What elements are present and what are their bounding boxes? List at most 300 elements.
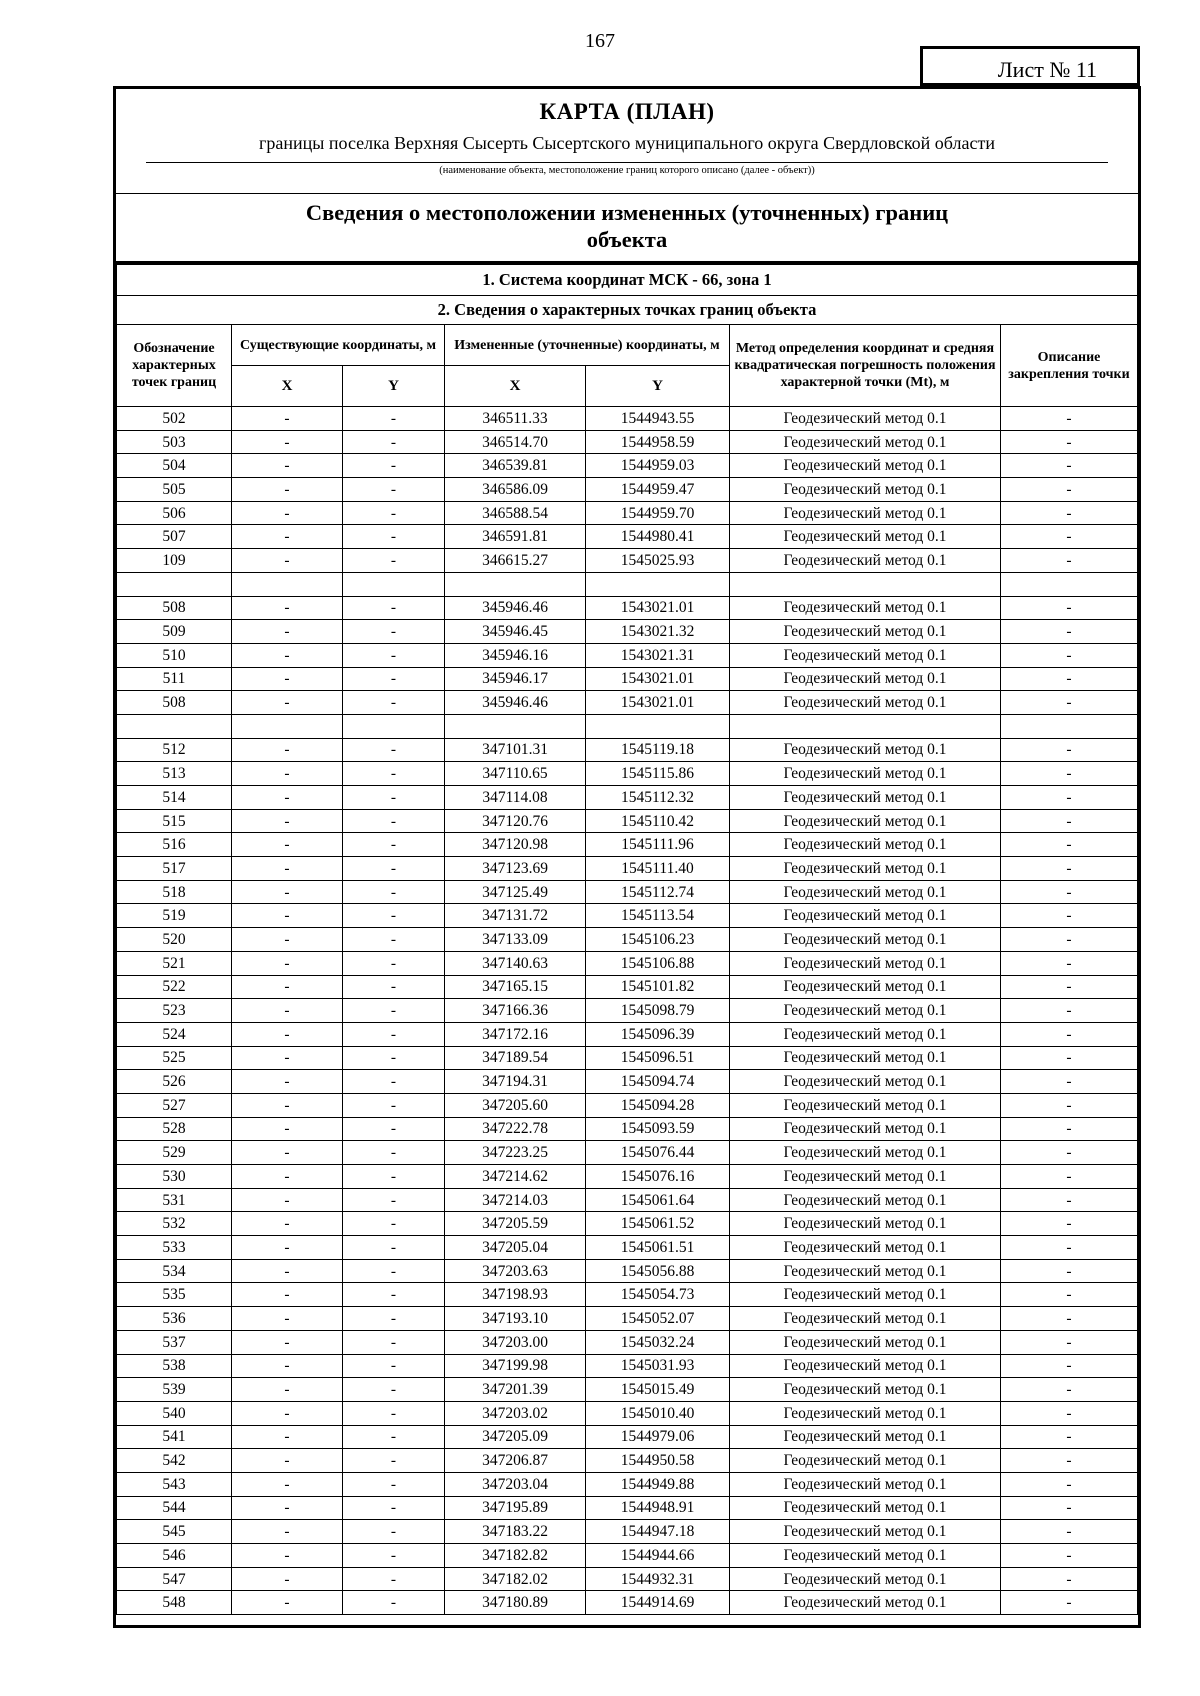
cell-existing-y: - xyxy=(343,1449,445,1473)
cell-description: - xyxy=(1001,1070,1138,1094)
cell-existing-y: - xyxy=(343,1544,445,1568)
cell-changed-y: 1545098.79 xyxy=(586,999,730,1023)
cell-existing-x xyxy=(232,572,343,596)
table-row xyxy=(117,643,1138,667)
cell-changed-x: 347203.63 xyxy=(445,1259,586,1283)
cell-point-name: 508 xyxy=(117,691,232,715)
cell-changed-y: 1545015.49 xyxy=(586,1378,730,1402)
cell-point-name: 515 xyxy=(117,809,232,833)
table-row xyxy=(117,1544,1138,1568)
cell-changed-x: 345946.17 xyxy=(445,667,586,691)
cell-method: Геодезический метод 0.1 xyxy=(730,1141,1001,1165)
cell-existing-x: - xyxy=(232,1141,343,1165)
table-row xyxy=(117,620,1138,644)
table-row xyxy=(117,454,1138,478)
cell-changed-y: 1545061.52 xyxy=(586,1212,730,1236)
cell-existing-y: - xyxy=(343,1141,445,1165)
cell-existing-x: - xyxy=(232,1544,343,1568)
cell-method: Геодезический метод 0.1 xyxy=(730,1117,1001,1141)
cell-existing-y: - xyxy=(343,1283,445,1307)
cell-method: Геодезический метод 0.1 xyxy=(730,762,1001,786)
cell-point-name: 529 xyxy=(117,1141,232,1165)
cell-existing-x: - xyxy=(232,738,343,762)
cell-existing-x: - xyxy=(232,857,343,881)
cell-point-name: 512 xyxy=(117,738,232,762)
cell-point-name: 502 xyxy=(117,407,232,431)
table-row xyxy=(117,1093,1138,1117)
cell-existing-y xyxy=(343,572,445,596)
cell-method: Геодезический метод 0.1 xyxy=(730,1070,1001,1094)
cell-point-name: 530 xyxy=(117,1165,232,1189)
cell-description: - xyxy=(1001,786,1138,810)
cell-changed-y: 1544959.47 xyxy=(586,478,730,502)
cell-changed-x: 347165.15 xyxy=(445,975,586,999)
cell-point-name: 517 xyxy=(117,857,232,881)
cell-existing-x: - xyxy=(232,999,343,1023)
cell-changed-y: 1545076.16 xyxy=(586,1165,730,1189)
cell-changed-x: 347189.54 xyxy=(445,1046,586,1070)
cell-description: - xyxy=(1001,1330,1138,1354)
document-subtitle: границы поселка Верхняя Сысерть Сысертского муниципального округа Свердловской области xyxy=(259,133,995,153)
cell-existing-y: - xyxy=(343,1472,445,1496)
table-row xyxy=(117,1165,1138,1189)
cell-method: Геодезический метод 0.1 xyxy=(730,1544,1001,1568)
cell-existing-x: - xyxy=(232,1472,343,1496)
cell-existing-x: - xyxy=(232,1165,343,1189)
cell-method: Геодезический метод 0.1 xyxy=(730,1307,1001,1331)
cell-method: Геодезический метод 0.1 xyxy=(730,738,1001,762)
cell-description: - xyxy=(1001,525,1138,549)
cell-changed-x: 347125.49 xyxy=(445,880,586,904)
cell-point-name: 535 xyxy=(117,1283,232,1307)
cell-changed-y: 1545106.88 xyxy=(586,951,730,975)
cell-existing-y: - xyxy=(343,951,445,975)
cell-changed-y: 1545111.96 xyxy=(586,833,730,857)
cell-point-name: 523 xyxy=(117,999,232,1023)
cell-changed-y: 1545056.88 xyxy=(586,1259,730,1283)
coordinates-table xyxy=(116,264,1138,1615)
cell-description: - xyxy=(1001,928,1138,952)
cell-existing-x: - xyxy=(232,1520,343,1544)
cell-changed-x xyxy=(445,572,586,596)
cell-method: Геодезический метод 0.1 xyxy=(730,1378,1001,1402)
cell-changed-y: 1543021.01 xyxy=(586,596,730,620)
table-row xyxy=(117,1046,1138,1070)
cell-method: Геодезический метод 0.1 xyxy=(730,407,1001,431)
cell-existing-x: - xyxy=(232,407,343,431)
cell-method xyxy=(730,714,1001,738)
cell-description: - xyxy=(1001,1283,1138,1307)
cell-method xyxy=(730,572,1001,596)
cell-description xyxy=(1001,714,1138,738)
cell-description: - xyxy=(1001,407,1138,431)
cell-existing-x xyxy=(232,714,343,738)
cell-changed-y: 1545093.59 xyxy=(586,1117,730,1141)
cell-method: Геодезический метод 0.1 xyxy=(730,1236,1001,1260)
cell-existing-y: - xyxy=(343,691,445,715)
cell-existing-x: - xyxy=(232,1093,343,1117)
cell-existing-y: - xyxy=(343,620,445,644)
cell-changed-x: 347120.98 xyxy=(445,833,586,857)
table-row xyxy=(117,1401,1138,1425)
points-section-row: 2. Сведения о характерных точках границ объекта xyxy=(117,296,1138,325)
cell-changed-x: 345946.16 xyxy=(445,643,586,667)
table-row xyxy=(117,572,1138,596)
cell-existing-x: - xyxy=(232,1188,343,1212)
cell-existing-x: - xyxy=(232,501,343,525)
cell-method: Геодезический метод 0.1 xyxy=(730,1591,1001,1615)
cell-changed-y: 1544944.66 xyxy=(586,1544,730,1568)
table-row xyxy=(117,1567,1138,1591)
cell-changed-x: 347205.04 xyxy=(445,1236,586,1260)
cell-existing-x: - xyxy=(232,904,343,928)
table-row xyxy=(117,1212,1138,1236)
cell-changed-y: 1543021.32 xyxy=(586,620,730,644)
col-existing-y: Y xyxy=(343,366,445,407)
table-row xyxy=(117,407,1138,431)
cell-changed-x: 347166.36 xyxy=(445,999,586,1023)
cell-point-name: 546 xyxy=(117,1544,232,1568)
col-existing-x: X xyxy=(232,366,343,407)
cell-point-name: 505 xyxy=(117,478,232,502)
table-row xyxy=(117,714,1138,738)
table-row xyxy=(117,1330,1138,1354)
cell-point-name: 508 xyxy=(117,596,232,620)
cell-existing-x: - xyxy=(232,1378,343,1402)
cell-changed-y: 1544980.41 xyxy=(586,525,730,549)
cell-changed-y: 1544959.70 xyxy=(586,501,730,525)
cell-existing-x: - xyxy=(232,1046,343,1070)
cell-point-name: 504 xyxy=(117,454,232,478)
cell-changed-x: 347203.00 xyxy=(445,1330,586,1354)
cell-changed-x: 347131.72 xyxy=(445,904,586,928)
cell-changed-x: 347123.69 xyxy=(445,857,586,881)
cell-existing-y: - xyxy=(343,928,445,952)
cell-changed-y: 1545106.23 xyxy=(586,928,730,952)
cell-description: - xyxy=(1001,857,1138,881)
cell-method: Геодезический метод 0.1 xyxy=(730,549,1001,573)
cell-existing-y: - xyxy=(343,1425,445,1449)
cell-changed-y: 1545025.93 xyxy=(586,549,730,573)
cell-point-name: 525 xyxy=(117,1046,232,1070)
cell-changed-y: 1545111.40 xyxy=(586,857,730,881)
col-method: Метод определения координат и средняя квадратическая погрешность положения характерной точки (Mt), м xyxy=(730,325,1001,407)
cell-existing-y: - xyxy=(343,1165,445,1189)
cell-existing-y: - xyxy=(343,1307,445,1331)
cell-point-name: 510 xyxy=(117,643,232,667)
cell-point-name: 520 xyxy=(117,928,232,952)
cell-changed-y: 1545096.39 xyxy=(586,1022,730,1046)
cell-point-name: 544 xyxy=(117,1496,232,1520)
cell-changed-x: 347114.08 xyxy=(445,786,586,810)
table-row xyxy=(117,809,1138,833)
cell-existing-y: - xyxy=(343,596,445,620)
cell-method: Геодезический метод 0.1 xyxy=(730,1212,1001,1236)
cell-method: Геодезический метод 0.1 xyxy=(730,691,1001,715)
cell-point-name: 547 xyxy=(117,1567,232,1591)
col-changed-x: X xyxy=(445,366,586,407)
cell-point-name: 516 xyxy=(117,833,232,857)
cell-method: Геодезический метод 0.1 xyxy=(730,1425,1001,1449)
table-row xyxy=(117,1472,1138,1496)
cell-existing-y xyxy=(343,714,445,738)
cell-changed-x: 346615.27 xyxy=(445,549,586,573)
table-row xyxy=(117,1307,1138,1331)
cell-existing-x: - xyxy=(232,1212,343,1236)
cell-existing-y: - xyxy=(343,999,445,1023)
cell-changed-y: 1545061.64 xyxy=(586,1188,730,1212)
cell-changed-y: 1544949.88 xyxy=(586,1472,730,1496)
table-row xyxy=(117,549,1138,573)
cell-method: Геодезический метод 0.1 xyxy=(730,1449,1001,1473)
cell-changed-y: 1545094.28 xyxy=(586,1093,730,1117)
cell-changed-y: 1544914.69 xyxy=(586,1591,730,1615)
cell-point-name xyxy=(117,714,232,738)
cell-existing-y: - xyxy=(343,1236,445,1260)
cell-description: - xyxy=(1001,596,1138,620)
cell-description: - xyxy=(1001,549,1138,573)
cell-changed-x: 346539.81 xyxy=(445,454,586,478)
table-row xyxy=(117,1283,1138,1307)
cell-changed-y: 1544950.58 xyxy=(586,1449,730,1473)
document-title: КАРТА (ПЛАН) xyxy=(539,99,715,124)
cell-existing-x: - xyxy=(232,809,343,833)
cell-existing-x: - xyxy=(232,643,343,667)
table-row xyxy=(117,478,1138,502)
cell-changed-y: 1545115.86 xyxy=(586,762,730,786)
table-row xyxy=(117,1354,1138,1378)
cell-changed-y: 1545094.74 xyxy=(586,1070,730,1094)
cell-changed-y xyxy=(586,572,730,596)
cell-method: Геодезический метод 0.1 xyxy=(730,1188,1001,1212)
cell-method: Геодезический метод 0.1 xyxy=(730,478,1001,502)
cell-existing-x: - xyxy=(232,1070,343,1094)
table-row xyxy=(117,951,1138,975)
cell-changed-x: 347172.16 xyxy=(445,1022,586,1046)
cell-changed-x: 345946.46 xyxy=(445,691,586,715)
cell-description: - xyxy=(1001,1354,1138,1378)
cell-existing-x: - xyxy=(232,1354,343,1378)
table-row xyxy=(117,1425,1138,1449)
cell-existing-y: - xyxy=(343,1330,445,1354)
cell-changed-x: 347101.31 xyxy=(445,738,586,762)
cell-existing-y: - xyxy=(343,1567,445,1591)
cell-method: Геодезический метод 0.1 xyxy=(730,1567,1001,1591)
cell-changed-y: 1544948.91 xyxy=(586,1496,730,1520)
info-title-line-1: Сведения о местоположении измененных (уточненных) границ xyxy=(305,200,949,225)
table-row xyxy=(117,691,1138,715)
cell-description: - xyxy=(1001,643,1138,667)
table-row xyxy=(117,904,1138,928)
cell-description: - xyxy=(1001,1425,1138,1449)
cell-changed-y: 1545096.51 xyxy=(586,1046,730,1070)
cell-existing-y: - xyxy=(343,975,445,999)
cell-method: Геодезический метод 0.1 xyxy=(730,809,1001,833)
cell-existing-x: - xyxy=(232,1117,343,1141)
cell-description: - xyxy=(1001,1117,1138,1141)
table-row xyxy=(117,1070,1138,1094)
cell-existing-y: - xyxy=(343,809,445,833)
cell-method: Геодезический метод 0.1 xyxy=(730,525,1001,549)
cell-description: - xyxy=(1001,1046,1138,1070)
cell-changed-x: 347205.59 xyxy=(445,1212,586,1236)
cell-method: Геодезический метод 0.1 xyxy=(730,880,1001,904)
cell-changed-x: 347195.89 xyxy=(445,1496,586,1520)
cell-existing-x: - xyxy=(232,620,343,644)
cell-method: Геодезический метод 0.1 xyxy=(730,501,1001,525)
cell-changed-x: 346586.09 xyxy=(445,478,586,502)
cell-changed-x: 347193.10 xyxy=(445,1307,586,1331)
cell-existing-y: - xyxy=(343,1259,445,1283)
cell-description: - xyxy=(1001,1496,1138,1520)
cell-point-name: 109 xyxy=(117,549,232,573)
col-existing-coords: Существующие координаты, м xyxy=(232,325,445,366)
cell-existing-y: - xyxy=(343,1378,445,1402)
cell-method: Геодезический метод 0.1 xyxy=(730,786,1001,810)
cell-description: - xyxy=(1001,904,1138,928)
cell-description: - xyxy=(1001,1472,1138,1496)
table-row xyxy=(117,1259,1138,1283)
info-title-block xyxy=(116,193,1138,261)
cell-existing-x: - xyxy=(232,549,343,573)
cell-changed-x: 347203.02 xyxy=(445,1401,586,1425)
cell-method: Геодезический метод 0.1 xyxy=(730,1354,1001,1378)
cell-method: Геодезический метод 0.1 xyxy=(730,1259,1001,1283)
sheet-label: Лист № 11 xyxy=(920,46,1140,86)
cell-existing-x: - xyxy=(232,454,343,478)
cell-point-name: 538 xyxy=(117,1354,232,1378)
cell-description: - xyxy=(1001,1212,1138,1236)
cell-changed-x: 347198.93 xyxy=(445,1283,586,1307)
table-row xyxy=(117,928,1138,952)
table-row xyxy=(117,501,1138,525)
cell-existing-x: - xyxy=(232,1449,343,1473)
cell-changed-x: 346588.54 xyxy=(445,501,586,525)
cell-description: - xyxy=(1001,999,1138,1023)
cell-existing-x: - xyxy=(232,833,343,857)
table-row xyxy=(117,738,1138,762)
cell-existing-x: - xyxy=(232,478,343,502)
cell-description: - xyxy=(1001,454,1138,478)
cell-changed-y: 1544943.55 xyxy=(586,407,730,431)
cell-point-name: 526 xyxy=(117,1070,232,1094)
cell-existing-y: - xyxy=(343,525,445,549)
cell-method: Геодезический метод 0.1 xyxy=(730,1046,1001,1070)
cell-existing-x: - xyxy=(232,691,343,715)
cell-changed-y: 1545061.51 xyxy=(586,1236,730,1260)
cell-changed-y: 1545110.42 xyxy=(586,809,730,833)
cell-point-name: 541 xyxy=(117,1425,232,1449)
cell-method: Геодезический метод 0.1 xyxy=(730,1520,1001,1544)
cell-existing-y: - xyxy=(343,549,445,573)
cell-description: - xyxy=(1001,1567,1138,1591)
cell-existing-y: - xyxy=(343,643,445,667)
cell-method: Геодезический метод 0.1 xyxy=(730,1093,1001,1117)
table-row xyxy=(117,1449,1138,1473)
cell-changed-y: 1545054.73 xyxy=(586,1283,730,1307)
cell-changed-x: 347205.60 xyxy=(445,1093,586,1117)
cell-changed-x: 347201.39 xyxy=(445,1378,586,1402)
cell-point-name: 511 xyxy=(117,667,232,691)
cell-description: - xyxy=(1001,1378,1138,1402)
cell-existing-y: - xyxy=(343,833,445,857)
cell-description: - xyxy=(1001,809,1138,833)
cell-point-name: 533 xyxy=(117,1236,232,1260)
cell-method: Геодезический метод 0.1 xyxy=(730,1283,1001,1307)
cell-changed-y: 1544947.18 xyxy=(586,1520,730,1544)
cell-changed-x: 347133.09 xyxy=(445,928,586,952)
cell-description: - xyxy=(1001,738,1138,762)
table-row xyxy=(117,857,1138,881)
subtitle-underline xyxy=(146,162,1108,163)
cell-description: - xyxy=(1001,1307,1138,1331)
cell-method: Геодезический метод 0.1 xyxy=(730,1165,1001,1189)
cell-method: Геодезический метод 0.1 xyxy=(730,596,1001,620)
cell-existing-x: - xyxy=(232,975,343,999)
table-row xyxy=(117,833,1138,857)
cell-changed-x: 347182.02 xyxy=(445,1567,586,1591)
cell-existing-y: - xyxy=(343,1401,445,1425)
cell-changed-y: 1545112.74 xyxy=(586,880,730,904)
cell-existing-y: - xyxy=(343,1188,445,1212)
table-row xyxy=(117,786,1138,810)
cell-point-name: 532 xyxy=(117,1212,232,1236)
cell-method: Геодезический метод 0.1 xyxy=(730,951,1001,975)
table-row xyxy=(117,1520,1138,1544)
cell-changed-y: 1545031.93 xyxy=(586,1354,730,1378)
header-block xyxy=(116,89,1138,194)
cell-existing-x: - xyxy=(232,525,343,549)
cell-description: - xyxy=(1001,430,1138,454)
cell-changed-y: 1545119.18 xyxy=(586,738,730,762)
cell-point-name: 509 xyxy=(117,620,232,644)
table-row xyxy=(117,430,1138,454)
cell-description: - xyxy=(1001,691,1138,715)
cell-point-name: 506 xyxy=(117,501,232,525)
table-row xyxy=(117,667,1138,691)
cell-point-name: 543 xyxy=(117,1472,232,1496)
cell-changed-x: 347183.22 xyxy=(445,1520,586,1544)
table-row xyxy=(117,975,1138,999)
cell-existing-x: - xyxy=(232,430,343,454)
cell-changed-y: 1544959.03 xyxy=(586,454,730,478)
col-description: Описание закрепления точки xyxy=(1001,325,1138,407)
table-row xyxy=(117,880,1138,904)
cell-changed-x: 347223.25 xyxy=(445,1141,586,1165)
cell-point-name: 540 xyxy=(117,1401,232,1425)
cell-description: - xyxy=(1001,1591,1138,1615)
cell-method: Геодезический метод 0.1 xyxy=(730,857,1001,881)
cell-existing-x: - xyxy=(232,1236,343,1260)
cell-description: - xyxy=(1001,1449,1138,1473)
cell-existing-y: - xyxy=(343,407,445,431)
cell-description: - xyxy=(1001,1141,1138,1165)
cell-existing-y: - xyxy=(343,501,445,525)
cell-description: - xyxy=(1001,1165,1138,1189)
cell-changed-x: 347205.09 xyxy=(445,1425,586,1449)
cell-description: - xyxy=(1001,667,1138,691)
cell-existing-x: - xyxy=(232,1283,343,1307)
cell-existing-x: - xyxy=(232,1022,343,1046)
cell-point-name: 521 xyxy=(117,951,232,975)
cell-existing-y: - xyxy=(343,857,445,881)
cell-changed-x: 346591.81 xyxy=(445,525,586,549)
cell-changed-y xyxy=(586,714,730,738)
table-row xyxy=(117,1188,1138,1212)
col-point-name: Обозначение характерных точек границ xyxy=(117,325,232,407)
cell-existing-x: - xyxy=(232,1425,343,1449)
cell-existing-y: - xyxy=(343,430,445,454)
